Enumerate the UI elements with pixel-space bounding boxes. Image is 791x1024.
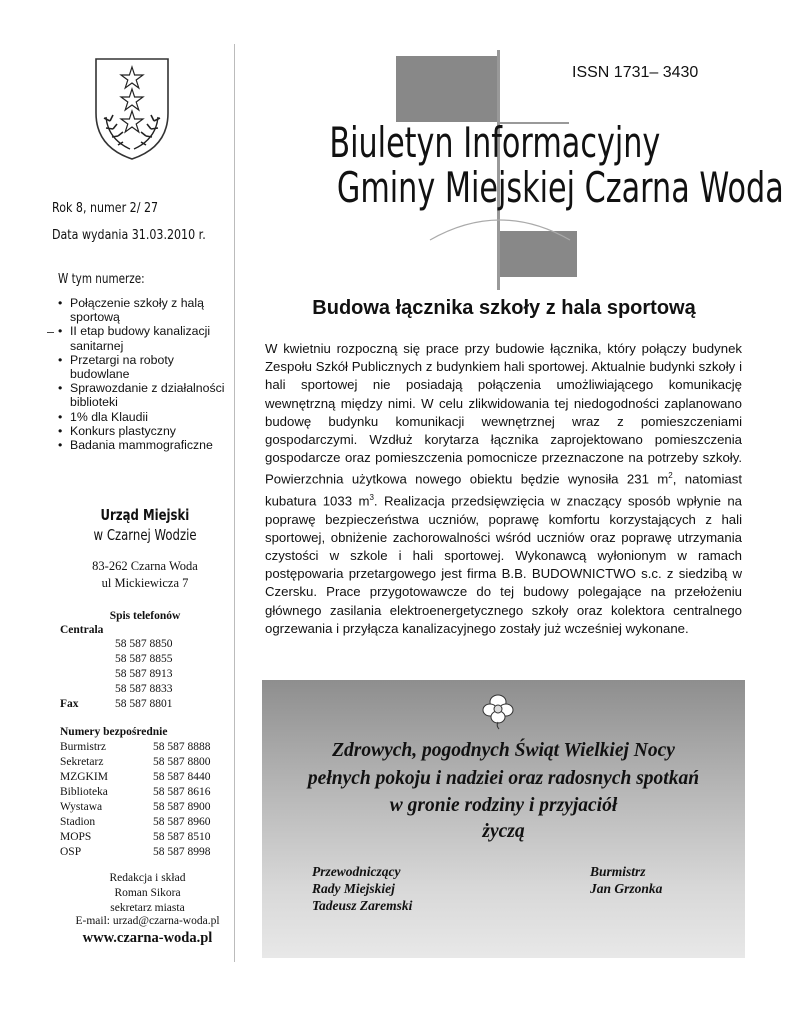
flower-icon [480,690,516,730]
address-postal: 83-262 Czarna Woda [92,559,198,573]
direct-label: Wystawa [60,801,103,813]
central-number: 58 587 8850 [115,638,173,650]
central-number: 58 587 8833 [115,683,173,695]
issue-date: Data wydania 31.03.2010 r. [52,227,206,243]
article-body: W kwietniu rozpoczną się prace przy budowie łącznika, który połączy budynek Zespołu Szkół Publicznych z budynkiem hali sportowej. Aktualnie budynki szkoły i hali sportowej nie posiadają połączenia umożliwiającego komunikację wewnętrzną między nimi. W celu zlikwidowania tej niedogodności zaplanowano budowę budynku komunikacji wewnętrznej wraz z pomieszczeniami gospodarczymi. Wzdłuż korytarza łącznika zaprojektowano pomieszczenia gospodarcze oraz pomieszczenia pomocnicze przeznaczone na potrzeby szkoły. Powierzchnia użytkowa nowego obiektu będzie wynosiła 231 $m^2$, natomiast kubatura 1033 $m^3$. Realizacja przedsięwzięcia w znaczący sposób wpłynie na poprawę bezpieczeństwa uczniów, poprawę komfortu korzystających z hali sportowej, obniżenie zachorowalności wśród uczniów oraz poprawę utrzymania czystości w szkole i hali sportowej. Wykonawcą wyłonionym w ramach postępowaria przetargowego jest firma B.B. BUDOWNICTWO s.c. z siedzibą w Czersku. Prace przygotowawcze do tej budowy polegające na przełożeniu głównego zasilania elektroenergetycznego szkoły oraz kolektora centralnego ogrzewania i przyłącza kanalizacyjnego zostały już wcześniej wykonane. [265,341,742,636]
page-title: Biuletyn Informacyjny [329,118,661,167]
column-divider [234,44,235,962]
address-street: ul Mickiewicza 7 [101,576,189,590]
direct-label: Burmistrz [60,741,106,753]
fax-label: Fax [60,698,79,710]
greeting-line: życzą [482,821,525,842]
divider [47,332,54,333]
credits-role: sekretarz miasta [110,902,185,914]
direct-label: Stadion [60,816,96,828]
toc-item: • Przetargi na roboty budowlane [58,353,234,381]
direct-number: 58 587 8960 [153,816,211,828]
toc-item: • Sprawozdanie z działalności biblioteki [58,381,234,409]
direct-numbers-title: Numery bezpośrednie [60,726,168,738]
greeting-line: Zdrowych, pogodnych Świąt Wielkiej Nocy [332,740,675,761]
direct-number: 58 587 8440 [153,771,211,783]
credits-editing: Redakcja i skład [109,872,186,884]
email-link[interactable]: E-mail: urzad@czarna-woda.pl [75,915,220,927]
greeting-line: pełnych pokoju i nadziei oraz radosnych spotkań [307,768,700,789]
website-link[interactable]: www.czarna-woda.pl [82,930,213,946]
direct-number: 58 587 8900 [153,801,211,813]
issue-number: Rok 8, numer 2/ 27 [52,200,159,216]
central-number: 58 587 8913 [115,668,173,680]
credits-editor: Roman Sikora [114,887,181,899]
central-label: Centrala [60,624,104,636]
direct-label: Biblioteka [60,786,108,798]
toc-item: • 1% dla Klaudii [58,410,234,424]
header-decoration-block [396,56,498,122]
fax-number: 58 587 8801 [115,698,173,710]
toc-item: • Konkurs plastyczny [58,424,234,438]
direct-label: MOPS [60,831,92,843]
article-headline: Budowa łącznika szkoły z hala sportową [312,297,696,319]
toc-item: • II etap budowy kanalizacji sanitarnej [58,324,234,352]
greeting-line: w gronie rodziny i przyjaciół [389,795,618,816]
direct-number: 58 587 8616 [153,786,211,798]
direct-label: MZGKIM [60,771,108,783]
signer-title: Rady Miejskiej [312,881,395,896]
direct-label: Sekretarz [60,756,104,768]
toc-title: W tym numerze: [58,272,145,287]
direct-label: OSP [60,846,82,858]
phones-title: Spis telefonów [109,610,181,622]
toc-item: • Połączenie szkoły z halą sportową [58,296,234,324]
direct-number: 58 587 8510 [153,831,211,843]
direct-number: 58 587 8800 [153,756,211,768]
page-subtitle: Gminy Miejskiej Czarna Woda [336,163,784,212]
direct-number: 58 587 8888 [153,741,211,753]
signer-title: Burmistrz [590,864,646,879]
office-name-city: w Czarnej Wodzie [93,526,197,544]
toc-item: • Badania mammograficzne [58,438,234,452]
office-name: Urząd Miejski [100,506,190,524]
coat-of-arms-icon [92,55,172,163]
central-number: 58 587 8855 [115,653,173,665]
toc-list [58,296,234,452]
signer-name: Jan Grzonka [590,881,663,896]
direct-number: 58 587 8998 [153,846,211,858]
issn: ISSN 1731– 3430 [572,64,699,81]
signer-name: Tadeusz Zaremski [312,898,413,913]
signer-title: Przewodniczący [312,864,401,879]
